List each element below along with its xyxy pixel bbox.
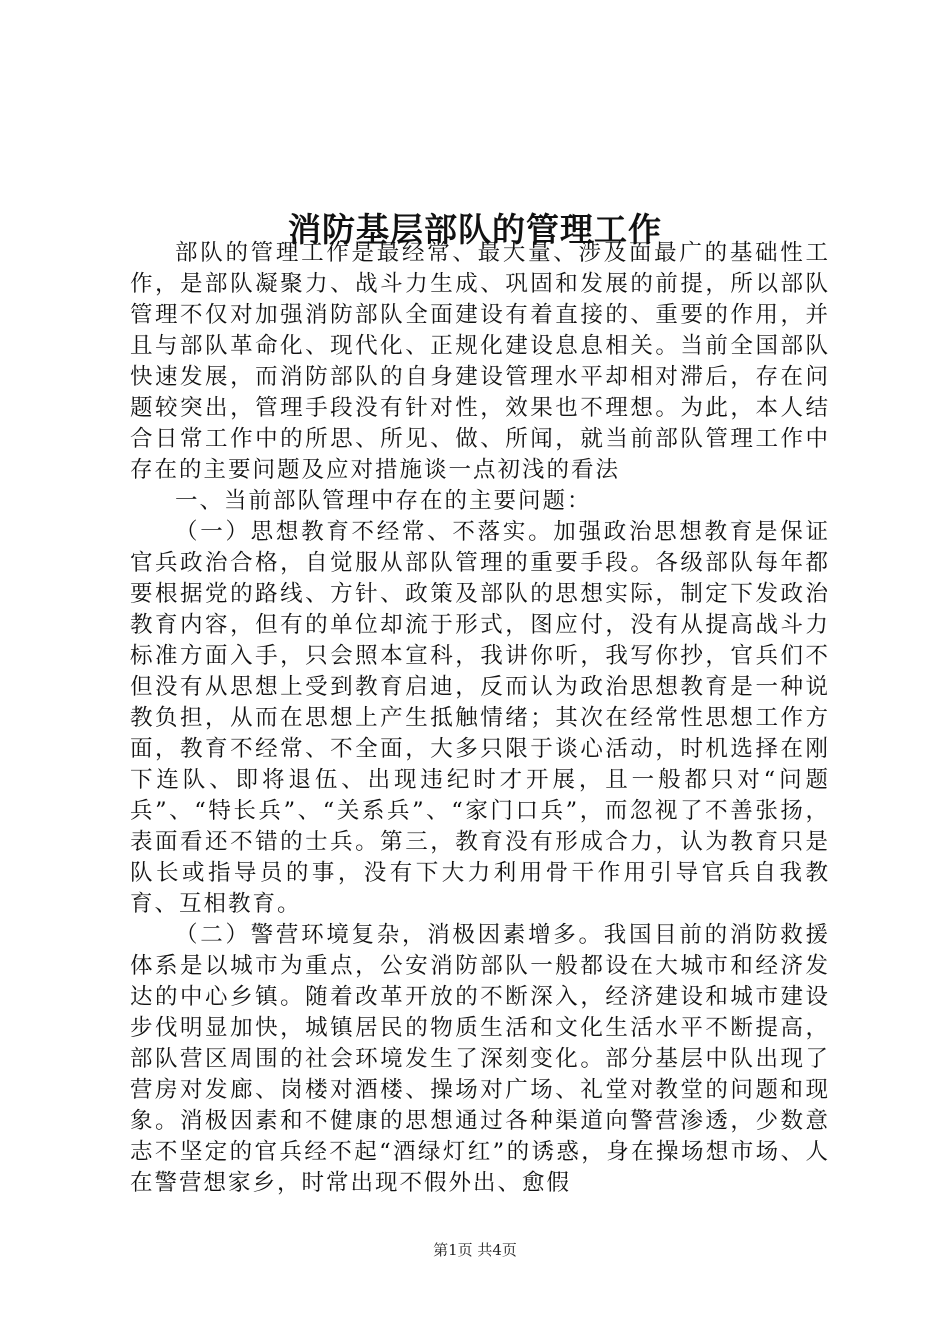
body-paragraph-2: （二）警营环境复杂，消极因素增多。我国目前的消防救援体系是以城市为重点，公安消防部队一般都设在大城市和经济发达的中心乡镇。随着改革开放的不断深入，经济建设和城市建设步伐明显加快，城镇居民的物质生活和文化生活水平不断提高，部队营区周围的社会环境发生了深刻变化。部分基层中队出现了营房对发廊、岗楼对酒楼、操场对广场、礼堂对教堂的问题和现象。消极因素和不健康的思想通过各种渠道向警营渗透，少数意志不坚定的官兵经不起“酒绿灯红”的诱惑，身在操场想市场、人在警营想家乡，时常出现不假外出、愈假 <box>130 922 830 1196</box>
intro-paragraph: 部队的管理工作是最经常、最大量、涉及面最广的基础性工作，是部队凝聚力、战斗力生成、巩固和发展的前提，所以部队管理不仅对加强消防部队全面建设有着直接的、重要的作用，并且与部队革命化、现代化、正规化建设息息相关。当前全国部队快速发展，而消防部队的自身建设管理水平却相对滞后，存在问题较突出，管理手段没有针对性，效果也不理想。为此，本人结合日常工作中的所思、所见、做、所闻，就当前部队管理工作中存在的主要问题及应对措施谈一点初浅的看法 <box>130 240 830 483</box>
page-footer: 第1页 共4页 <box>433 1241 517 1259</box>
document-body <box>130 238 830 1199</box>
document-title: 消防基层部队的管理工作 <box>288 210 662 250</box>
body-paragraph-1: （一）思想教育不经常、不落实。加强政治思想教育是保证官兵政治合格，自觉服从部队管理的重要手段。各级部队每年都要根据党的路线、方针、政策及部队的思想实际，制定下发政治教育内容，但有的单位却流于形式，图应付，没有从提高战斗力标准方面入手，只会照本宣科，我讲你听，我写你抄，官兵们不但没有从思想上受到教育启迪，反而认为政治思想教育是一种说教负担，从而在思想上产生抵触情绪；其次在经常性思想工作方面，教育不经常、不全面，大多只限于谈心活动，时机选择在刚下连队、即将退伍、出现违纪时才开展，且一般都只对“问题兵”、“特长兵”、“关系兵”、“家门口兵”，而忽视了不善张扬，表面看还不错的士兵。第三，教育没有形成合力，认为教育只是队长或指导员的事，没有下大力利用骨干作用引导官兵自我教育、互相教育。 <box>130 519 830 917</box>
section-heading: 一、当前部队管理中存在的主要问题： <box>175 488 592 514</box>
